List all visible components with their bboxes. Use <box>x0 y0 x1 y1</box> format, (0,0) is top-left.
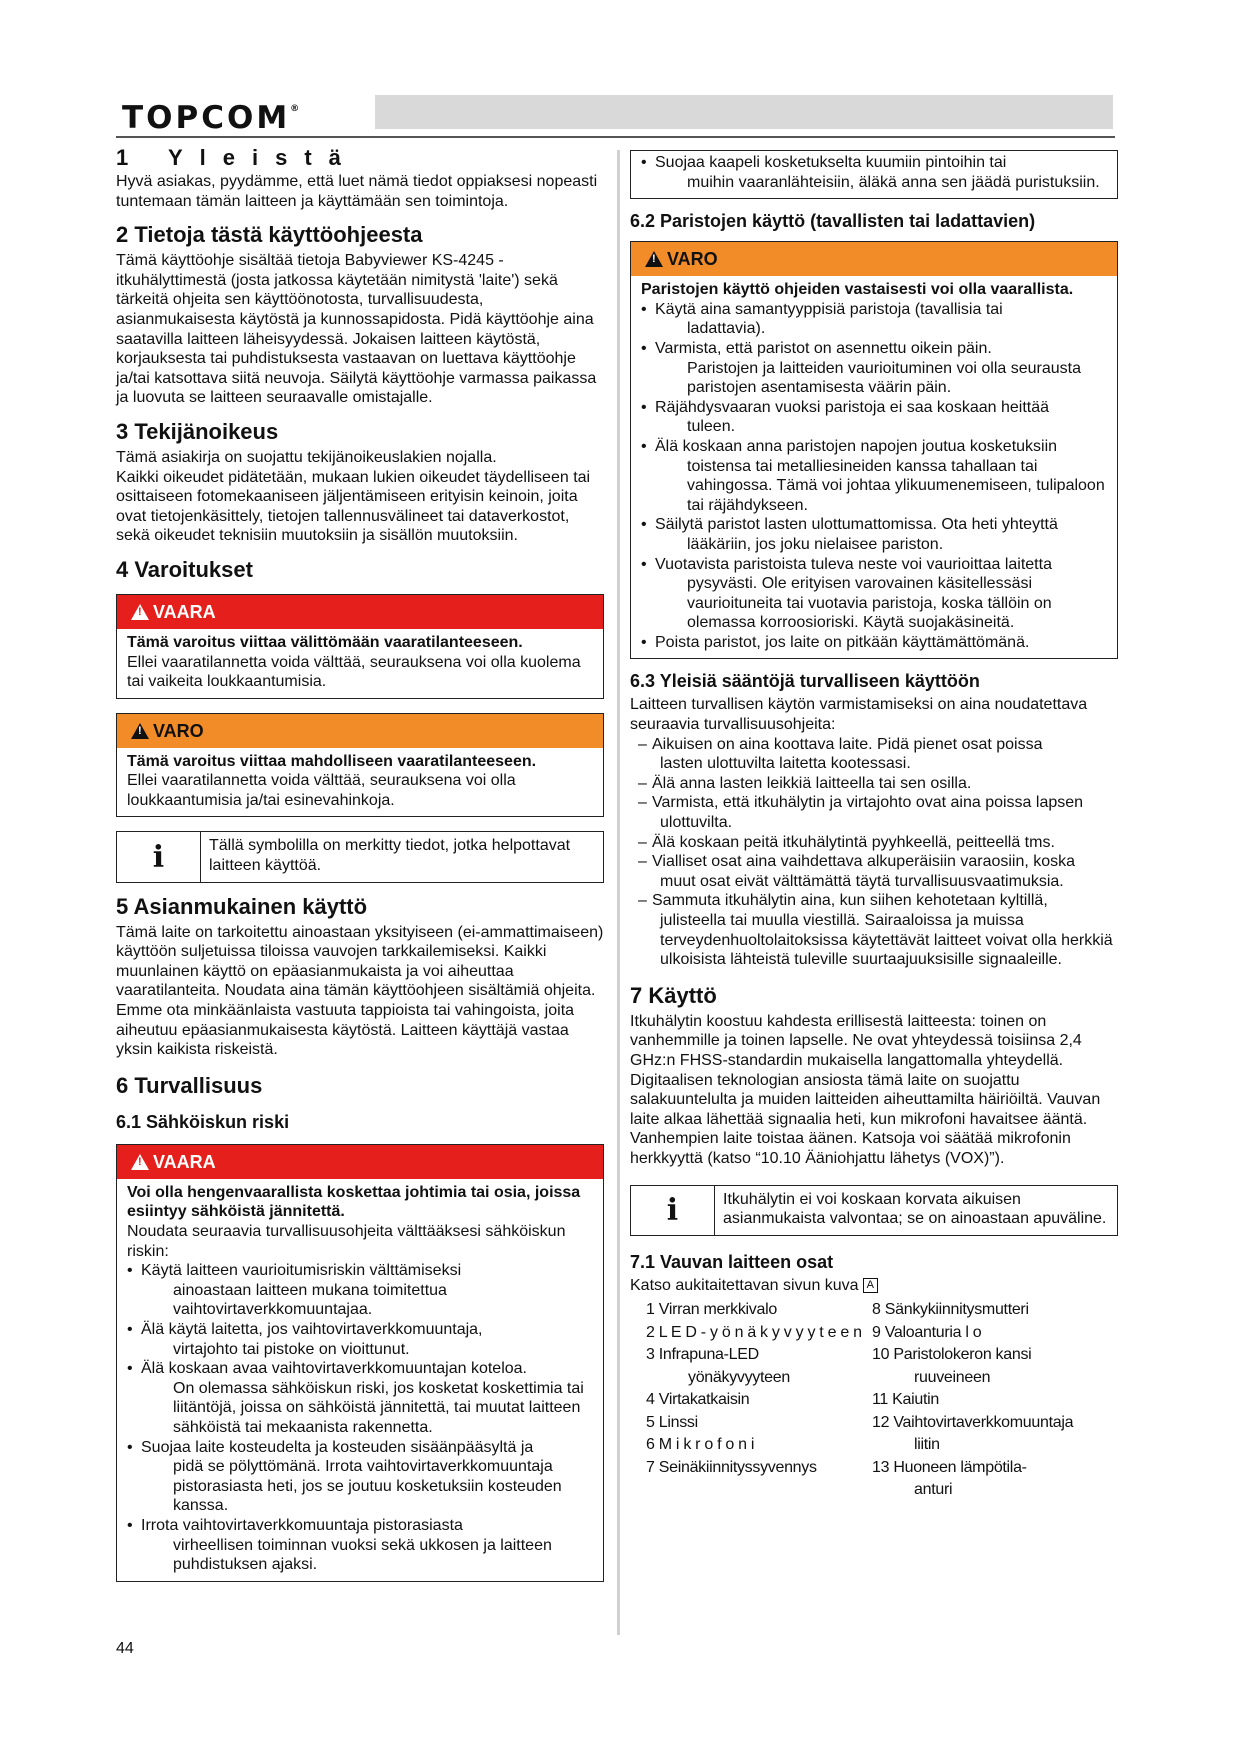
part-item <box>646 1479 872 1502</box>
section-4-title: 4 Varoitukset <box>116 556 253 582</box>
part-item: 12 Vaihtovirtaverkkomuuntaja <box>872 1413 1074 1431</box>
section-3-title: 3 Tekijänoikeus <box>116 418 279 444</box>
part-item: 10 Paristolokeron kansi <box>872 1346 1032 1364</box>
page-number: 44 <box>116 1640 134 1657</box>
list-item: • Älä koskaan avaa vaihtovirtaverkkomuuntajan koteloa. On olemassa sähköiskun riski, jos kosketat koskettimia tai liitäntöjä, joissa on sähköistä jännitettä, tai muutat laitteen sähköistä tai mekaanista rakennetta. <box>127 1359 593 1437</box>
section-7-title: 7 Käyttö <box>630 982 717 1008</box>
warning-triangle-icon <box>131 723 149 739</box>
danger-lead: Tämä varoitus viittaa välittömään vaaratilanteeseen. <box>127 633 523 651</box>
list-item: • Käytä aina samantyyppisiä paristoja (tavallisia tai ladattavia). <box>641 300 1107 339</box>
section-7-body: Itkuhälytin koostuu kahdesta erillisestä laitteesta: toinen on vanhemmille ja toinen lapselle. Ne ovat yhteydessä toisiinsa 2,4 GHz:n FHSS-standardin mukaisella langattomalla yhteydellä. Digitaalisen teknologian ansiosta tämä laite on suojattu salakuuntelulta ja muiden laitteiden aiheuttamilta häiriöiltä. Vauvan laite alkaa lähettää signaalia heti, kun mikrofoni havaitsee ääntä. Vanhempien laite toistaa äänen. Katsoja voi säätää mikrofonin herkkyyttä (katso “10.10 Ääniohjattu lähetys (VOX)”). <box>630 1012 1101 1167</box>
list-item: • Vuotavista paristoista tuleva neste voi vaurioittaa laitetta pysyvästi. Ole erityisen varovainen käsitellessäsi vaurioituneita tai vuotavia paristoja, koska tällöin on olemassa korroosioriski. Käytä suojakäsineitä. <box>641 555 1107 633</box>
part-item: 2 L E D - y ö n ä k y v y y t e e n <box>646 1323 862 1341</box>
warning-triangle-icon <box>131 1154 149 1170</box>
battery-caution-lead: Paristojen käyttö ohjeiden vastaisesti voi olla vaarallista. <box>641 281 1074 299</box>
list-item: • Älä koskaan anna paristojen napojen joutua kosketuksiin toistensa tai metalliesineiden kanssa tahallaan tai vahingossa. Tämä voi johtaa ylikuumenemiseen, tulipaloon tai räjähdykseen. <box>641 437 1107 515</box>
list-item: – Älä anna lasten leikkiä laitteella tai sen osilla. <box>630 774 1118 794</box>
brand-logo: TOPCOM® <box>122 100 300 136</box>
list-item: • Käytä laitteen vaurioitumisriskin välttämiseksi ainoastaan laitteen mukana toimitettua vaihtovirtaverkkomuuntajaa. <box>127 1261 593 1320</box>
list-item: – Sammuta itkuhälytin aina, kun siihen kehotetaan kyltillä, julisteella tai muulla viestillä. Sairaaloissa ja muissa terveydenhuoltolaitoksissa käytettävät laitteet voivat olla herkkiä ulkoisista lähteistä tuleville suurtaajuuksisille signaaleille. <box>630 891 1118 969</box>
section-6-3-title: 6.3 Yleisiä sääntöjä turvalliseen käyttöön <box>630 671 980 692</box>
part-item: 13 Huoneen lämpötila- <box>872 1458 1027 1476</box>
right-column <box>630 144 1118 1502</box>
caution-header: !VARO <box>117 714 603 748</box>
battery-caution-list <box>641 300 1107 653</box>
info-box <box>630 1185 1118 1236</box>
warning-triangle-icon <box>131 604 149 620</box>
info-text: Tällä symbolilla on merkitty tiedot, jotka helpottavat laitteen käyttöä. <box>209 837 571 875</box>
section-1-body: Hyvä asiakas, pyydämme, että luet nämä tiedot oppiaksesi nopeasti tuntemaan tämän laitteen ja käyttämään sen toimintoja. <box>116 173 598 210</box>
section-2-title: 2 Tietoja tästä käyttöohjeesta <box>116 222 423 248</box>
section-2-body: Tämä käyttöohje sisältää tietoja Babyviewer KS-4245 -itkuhälyttimestä (josta jatkossa käytetään nimitystä 'laite') sekä tärkeitä ohjeita sen käyttöönotosta, turvallisuudesta, asianmukaisesta käytöstä ja kunnossapidosta. Pidä käyttöohje aina saatavilla laitteen läheisyydessä. Jokaisen laitteen käytöstä, korjauksesta tai puhdistuksesta vastaavan on luettava käyttöohje ja/tai katsottava siitä neuvoja. Säilytä käyttöohje varmassa paikassa ja luovuta se laitteen seuraavalle omistajalle. <box>116 252 597 407</box>
list-item: • Säilytä paristot lasten ulottumattomissa. Ota heti yhteyttä lääkäriin, jos joku nielaisee pariston. <box>641 515 1107 554</box>
danger-text: Ellei vaaratilannetta voida välttää, seurauksena voi olla kuolema tai vaikeita loukkaantumisia. <box>127 653 581 691</box>
battery-caution-box <box>630 241 1118 659</box>
part-item: 6 M i k r o f o n i <box>646 1436 755 1454</box>
part-item: 9 Valoanturia l o <box>872 1323 982 1341</box>
caution-lead: Tämä varoitus viittaa mahdolliseen vaaratilanteeseen. <box>127 752 537 770</box>
list-item: – Vialliset osat aina vaihdettava alkuperäisiin varaosiin, koska muut osat eivät välttämättä täytä turvallisuusvaatimuksia. <box>630 852 1118 891</box>
part-item: 11 Kaiutin <box>872 1391 939 1409</box>
section-5-body: Tämä laite on tarkoitettu ainoastaan yksityiseen (ei-ammattimaiseen) käyttöön suljetuissa tiloissa vauvojen tarkkailemiseksi. Kaikki muunlainen käyttö on epäasianmukaista ja voi aiheuttaa vaaratilanteita. Noudata aina tämän käyttöohjeen sisältämiä ohjeita. Emme ota minkäänlaista vastuuta tappioista tai vahingoista, joita aiheutuu epäasianmukaisesta käytöstä. Laitteen käyttäjä vastaa yksin kaikista riskeistä. <box>116 923 604 1059</box>
info-icon: i <box>117 832 201 881</box>
section-6-1-title: 6.1 Sähköiskun riski <box>116 1111 290 1132</box>
list-item: • Suojaa kaapeli kosketukselta kuumiin pintoihin tai muihin vaaranlähteisiin, äläkä anna sen jäädä puristuksiin. <box>641 153 1107 192</box>
list-item: – Varmista, että itkuhälytin ja virtajohto ovat aina poissa lapsen ulottuvilta. <box>630 793 1118 832</box>
part-item: 8 Sänkykiinnitysmutteri <box>872 1301 1029 1319</box>
section-6-title: 6 Turvallisuus <box>116 1072 263 1098</box>
electric-danger-lead: Voi olla hengenvaarallista koskettaa johtimia tai osia, joissa esiintyy sähköistä jännitettä. <box>127 1183 581 1221</box>
info-box <box>116 831 604 882</box>
caution-header: !VARO <box>631 242 1117 276</box>
list-item: • Varmista, että paristot on asennettu oikein päin. Paristojen ja laitteiden vaurioituminen voi olla seurausta paristojen asentamisesta väärin päin. <box>641 339 1107 398</box>
part-item: anturi <box>914 1481 953 1499</box>
list-item: • Suojaa laite kosteudelta ja kosteuden sisäänpääsyltä ja pidä se pölyttömänä. Irrota vaihtovirtaverkkomuuntaja pistorasiasta heti, jos se joutuu kosketuksiin kosteuden kanssa. <box>127 1438 593 1516</box>
part-item: 1 Virran merkkivalo <box>646 1301 777 1319</box>
part-item: liitin <box>914 1436 940 1454</box>
part-item: 3 Infrapuna-LED <box>646 1346 759 1364</box>
list-item: • Poista paristot, jos laite on pitkään käyttämättömänä. <box>641 633 1107 653</box>
info-text: Itkuhälytin ei voi koskaan korvata aikuisen asianmukaista valvontaa; se on ainoastaan apuväline. <box>723 1190 1107 1228</box>
caution-box <box>116 713 604 818</box>
section-7-1-title: 7.1 Vauvan laitteen osat <box>630 1251 834 1272</box>
danger-box <box>116 594 604 699</box>
danger-header: !VAARA <box>117 595 603 629</box>
list-item: • Räjähdysvaaran vuoksi paristoja ei saa koskaan heittää tuleen. <box>641 398 1107 437</box>
figure-ref-badge: A <box>863 1278 878 1293</box>
safety-rules-list <box>630 735 1118 970</box>
part-item: 5 Linssi <box>646 1413 698 1431</box>
part-item: 4 Virtakatkaisin <box>646 1391 750 1409</box>
list-item: • Älä käytä laitetta, jos vaihtovirtaverkkomuuntaja, virtajohto tai pistoke on vioittunut. <box>127 1320 593 1359</box>
header-bar <box>375 95 1113 129</box>
section-5-title: 5 Asianmukainen käyttö <box>116 893 368 919</box>
warning-triangle-icon <box>645 251 663 267</box>
section-3-body-1: Tämä asiakirja on suojattu tekijänoikeuslakien nojalla. <box>116 448 497 466</box>
section-1-title: 1 Yleistä <box>116 145 358 170</box>
electric-danger-box <box>116 1144 604 1582</box>
list-item: • Irrota vaihtovirtaverkkomuuntaja pistorasiasta virheellisen toiminnan vuoksi sekä ukkosen ja laitteen puhdistuksen ajaksi. <box>127 1516 593 1575</box>
section-7-1-intro: Katso aukitaitettavan sivun kuva A <box>630 1276 1118 1296</box>
info-icon: i <box>631 1186 715 1235</box>
section-6-2-title: 6.2 Paristojen käyttö (tavallisten tai ladattavien) <box>630 211 1036 232</box>
section-6-3-intro: Laitteen turvallisen käytön varmistamiseksi on aina noudatettava seuraavia turvallisuusohjeita: <box>630 696 1088 734</box>
part-item: yönäkyvyyteen <box>688 1368 790 1386</box>
column-divider <box>617 150 620 1635</box>
section-3-body-2: Kaikki oikeudet pidätetään, mukaan lukien oikeudet täydelliseen tai osittaiseen fotomekaaniseen jäljentämiseen erityisin keinoin, joita ovat tietojenkäsittely, tietojen tallennusvälineet tai dataverkostot, sekä oikeudet teknisiin muutoksiin ja sisällön muutoksiin. <box>116 468 591 545</box>
continued-box <box>630 150 1118 199</box>
electric-danger-list <box>127 1261 593 1575</box>
electric-danger-intro: Noudata seuraavia turvallisuusohjeita välttääksesi sähköiskun riskin: <box>127 1223 566 1260</box>
danger-header: !VAARA <box>117 1145 603 1179</box>
part-item: 7 Seinäkiinnityssyvennys <box>646 1458 817 1476</box>
list-item: – Älä koskaan peitä itkuhälytintä pyyhkeellä, peitteellä tms. <box>630 833 1118 853</box>
caution-text: Ellei vaaratilannetta voida välttää, seurauksena voi olla loukkaantumisia ja/tai esinevahinkoja. <box>127 772 516 809</box>
parts-list <box>630 1299 1118 1502</box>
left-column <box>116 144 604 1582</box>
list-item: – Aikuisen on aina koottava laite. Pidä pienet osat poissa lasten ulottuvilta laitetta kootessasi. <box>630 735 1118 774</box>
part-item: ruuveineen <box>914 1368 991 1386</box>
header-rule <box>116 136 1115 138</box>
